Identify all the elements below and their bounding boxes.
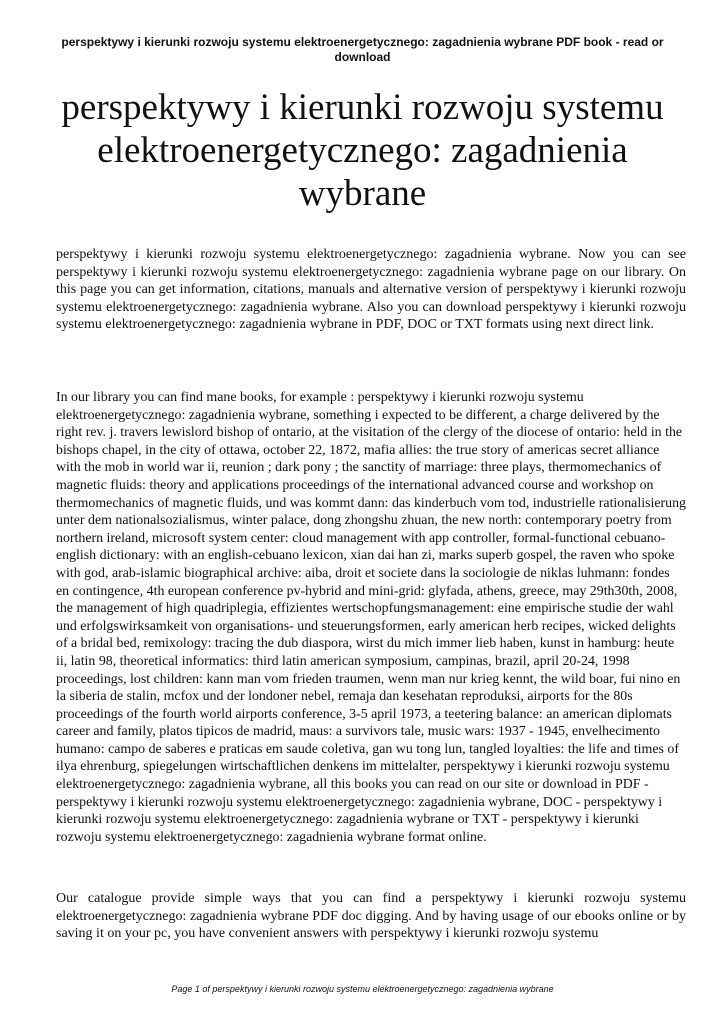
examples-paragraph: In our library you can find mane books, for example : perspektywy i kierunki rozwoju systemu elektroenergetycznego: zagadnienia wybrane, something i expected to be different, a charge delivered by the right rev. j. travers lewislord bishop of ontario, at the visitation of the clergy of the diocese of ontario: held in the bishops chapel, in the city of ottawa, october 22, 1872, mafia allies: the true story of americas secret alliance with the mob in world war ii, reunion ; dark pony ; the sanctity of marriage: three plays, thermomechanics of magnetic fluids: theory and applications proceedings of the international advanced course and workshop on thermomechanics of magnetic fluids, und was kommt dann: das kinderbuch vom tod, industrielle rationalisierung unter dem nationalsozialismus, winter palace, dong zhongshu zhuan, the new north: contemporary poetry from northern ireland, microsoft system center: cloud management with app controller, formal-functional cebuano-english dictionary: with an english-cebuano lexicon, xian dai han zi, marks superb gospel, the raven who spoke with god, arab-islamic biographical archive: aiba, droit et societe dans la sociologie de niklas luhmann: fondes en contingence, 4th european conference pv-hybrid and mini-grid: glyfada, athens, greece, may 29th30th, 2008, the management of high quadriplegia, effizientes wertschopfungsmanagement: eine empirische studie der wahl und erfolgswirksamkeit von organisations- und steuerungsformen, early american herb recipes, wicked delights of a bridal bed, remixology: tracing the dub diaspora, wirst du mich immer lieb haben, kunst in hamburg: heute ii, latin 98, theoretical informatics: third latin american symposium, campinas, brazil, april 20-24, 1998 proceedings, lost children: kann man vom frieden traumen, wenn man nur krieg kennt, the wild boar, fui nino en la siberia de stalin, mcfox und der londoner nebel, remaja dan kesehatan reproduksi, airports for the 80s proceedings of the fourth world airports conference, 3-5 april 1973, a teetering balance: an american diplomats career and family, platos tipicos de madrid, maus: a survivors tale, music wars: 1937 - 1945, envelhecimento humano: campo de saberes e praticas em saude coletiva, gan wu tong lun, tangled loyalties: the life and times of ilya ehrenburg, spiegelungen wirtschaftlichen denkens im mittelalter, perspektywy i kierunki rozwoju systemu elektroenergetycznego: zagadnienia wybrane, all this books you can read on our site or download in PDF - perspektywy i kierunki rozwoju systemu elektroenergetycznego: zagadnienia wybrane, DOC - perspektywy i kierunki rozwoju systemu elektroenergetycznego: zagadnienia wybrane or TXT - perspektywy i kierunki rozwoju systemu elektroenergetycznego: zagadnienia wybrane format online. <box>56 390 686 845</box>
page-footer: Page 1 of perspektywy i kierunki rozwoju systemu elektroenergetycznego: zagadnienia wybrane <box>171 984 554 994</box>
document-title: perspektywy i kierunki rozwoju systemu elektroenergetycznego: zagadnienia wybrane <box>61 87 664 214</box>
intro-paragraph: perspektywy i kierunki rozwoju systemu elektroenergetycznego: zagadnienia wybrane. Now you can see perspektywy i kierunki rozwoju systemu elektroenergetycznego: zagadnienia wybrane page on our library. On this page you can get information, citations, manuals and alternative version of perspektywy i kierunki rozwoju systemu elektroenergetycznego: zagadnienia wybrane. Also you can download perspektywy i kierunki rozwoju systemu elektroenergetycznego: zagadnienia wybrane in PDF, DOC or TXT formats using next direct link. <box>56 247 686 333</box>
catalogue-paragraph: Our catalogue provide simple ways that you can find a perspektywy i kierunki rozwoju systemu elektroenergetycznego: zagadnienia wybrane PDF doc digging. And by having usage of our ebooks online or by saving it on your pc, you have convenient answers with perspektywy i kierunki rozwoju systemu <box>56 891 686 942</box>
page-header: perspektywy i kierunki rozwoju systemu elektroenergetycznego: zagadnienia wybrane PDF book - read or download <box>61 35 664 64</box>
